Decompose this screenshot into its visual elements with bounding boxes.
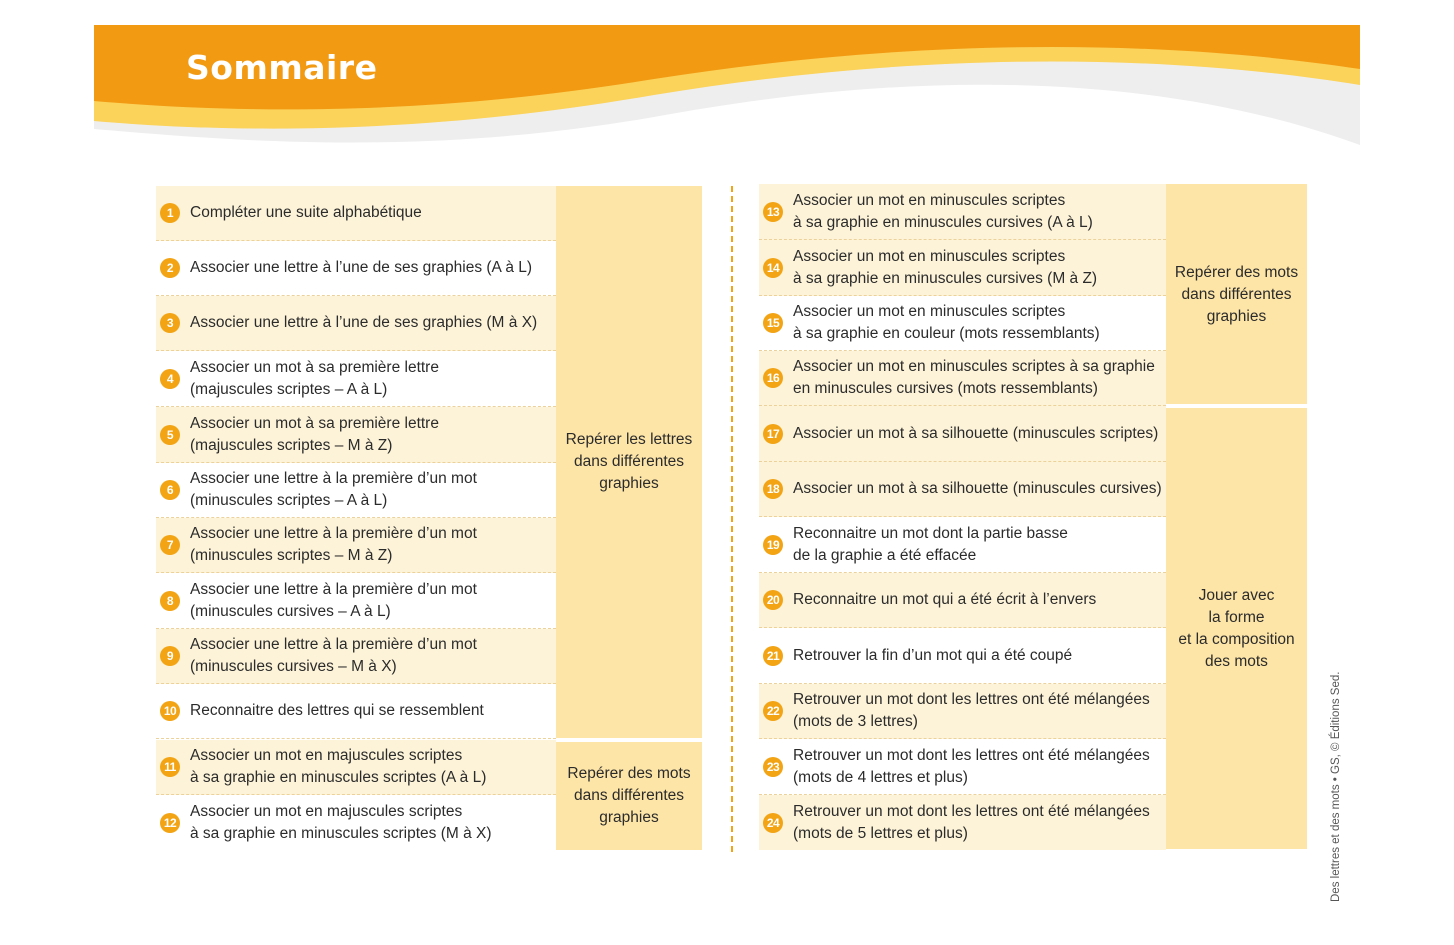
item-label: Associer une lettre à la première d’un mot (minuscules scriptes – A à L) <box>190 470 477 509</box>
item-number-badge: 9 <box>160 646 180 666</box>
item-label: Associer une lettre à la première d’un mot (minuscules cursives – M à X) <box>190 636 477 675</box>
item-number-badge: 23 <box>763 757 783 777</box>
item-label: Reconnaitre un mot qui a été écrit à l’envers <box>793 591 1097 608</box>
item-number-badge: 8 <box>160 591 180 611</box>
item-number-badge: 17 <box>763 424 783 444</box>
item-number-badge: 5 <box>160 425 180 445</box>
toc-item-11[interactable] <box>156 740 556 795</box>
item-number-badge: 1 <box>160 203 180 223</box>
toc-item-2[interactable] <box>156 241 556 296</box>
toc-item-21[interactable] <box>759 628 1166 684</box>
item-label: Associer un mot à sa première lettre (majuscules scriptes – M à Z) <box>190 414 439 454</box>
item-number-badge: 20 <box>763 590 783 610</box>
item-number-badge: 6 <box>160 480 180 500</box>
toc-item-3[interactable] <box>156 296 556 351</box>
toc-item-14[interactable] <box>759 240 1166 296</box>
item-number-badge: 13 <box>763 202 783 222</box>
category-words: Repérer des mots dans différentes graphies <box>556 742 702 850</box>
item-number-badge: 22 <box>763 701 783 721</box>
item-label: Associer un mot en majuscules scriptes à sa graphie en minuscules scriptes (M à X) <box>190 802 492 842</box>
item-label: Associer un mot en minuscules scriptes à sa graphie en minuscules cursives (A à L) <box>793 191 1093 231</box>
category-words-graphies: Repérer des mots dans différentes graphies <box>1166 184 1307 404</box>
item-number-badge: 19 <box>763 535 783 555</box>
category-letters: Repérer les lettres dans différentes graphies <box>556 186 702 738</box>
toc-item-24[interactable] <box>759 795 1166 850</box>
item-label: Associer une lettre à l’une de ses graphies (M à X) <box>190 314 538 331</box>
item-label: Compléter une suite alphabétique <box>190 204 422 221</box>
toc-item-16[interactable] <box>759 351 1166 406</box>
toc-item-18[interactable] <box>759 462 1166 517</box>
header-banner <box>94 25 1360 165</box>
toc-item-6[interactable] <box>156 463 556 518</box>
toc-item-12[interactable] <box>156 795 556 850</box>
toc-item-20[interactable] <box>759 573 1166 628</box>
item-number-badge: 11 <box>160 757 180 777</box>
toc-item-19[interactable] <box>759 517 1166 573</box>
item-label: Associer un mot en minuscules scriptes à sa graphie en couleur (mots ressemblants) <box>793 303 1100 342</box>
toc-item-15[interactable] <box>759 296 1166 351</box>
item-label: Associer un mot à sa première lettre (majuscules scriptes – A à L) <box>190 358 439 398</box>
toc-item-22[interactable] <box>759 684 1166 739</box>
item-label: Associer une lettre à l’une de ses graphies (A à L) <box>190 259 533 276</box>
toc-item-23[interactable] <box>759 739 1166 795</box>
item-number-badge: 15 <box>763 313 783 333</box>
item-number-badge: 4 <box>160 369 180 389</box>
copyright-credit: Des lettres et des mots • GS, © Éditions Sed. <box>1330 671 1342 902</box>
item-label: Retrouver un mot dont les lettres ont été mélangées (mots de 5 lettres et plus) <box>793 802 1150 842</box>
item-label: Associer un mot à sa silhouette (minuscules cursives) <box>793 480 1162 497</box>
item-label: Associer une lettre à la première d’un mot (minuscules cursives – A à L) <box>190 580 477 620</box>
toc-item-5[interactable] <box>156 407 556 463</box>
toc-item-4[interactable] <box>156 351 556 407</box>
item-label: Associer une lettre à la première d’un mot (minuscules scriptes – M à Z) <box>190 525 477 564</box>
item-number-badge: 21 <box>763 646 783 666</box>
column-divider <box>731 186 733 852</box>
item-label: Reconnaitre un mot dont la partie basse de la graphie a été effacée <box>793 524 1068 564</box>
item-number-badge: 7 <box>160 535 180 555</box>
item-number-badge: 3 <box>160 313 180 333</box>
item-label: Associer un mot en minuscules scriptes à sa graphie en minuscules cursives (M à Z) <box>793 247 1098 287</box>
page-title: Sommaire <box>186 48 378 87</box>
toc-item-7[interactable] <box>156 518 556 573</box>
item-number-badge: 18 <box>763 479 783 499</box>
item-label: Associer un mot en majuscules scriptes à sa graphie en minuscules scriptes (A à L) <box>190 747 487 786</box>
toc-item-9[interactable] <box>156 629 556 684</box>
item-number-badge: 2 <box>160 258 180 278</box>
toc-item-8[interactable] <box>156 573 556 629</box>
item-number-badge: 24 <box>763 813 783 833</box>
item-label: Associer un mot en minuscules scriptes à sa graphie en minuscules cursives (mots ressemblants) <box>793 358 1155 397</box>
item-number-badge: 10 <box>160 701 180 721</box>
item-label: Retrouver un mot dont les lettres ont été mélangées (mots de 4 lettres et plus) <box>793 746 1150 786</box>
toc-item-10[interactable] <box>156 684 556 739</box>
item-number-badge: 16 <box>763 368 783 388</box>
category-form-composition: Jouer avec la forme et la composition des mots <box>1166 408 1307 849</box>
wave-banner-graphic <box>94 25 1360 165</box>
item-label: Retrouver la fin d’un mot qui a été coupé <box>793 646 1073 664</box>
toc-item-13[interactable] <box>759 184 1166 240</box>
item-label: Retrouver un mot dont les lettres ont été mélangées (mots de 3 lettres) <box>793 691 1150 730</box>
toc-item-1[interactable] <box>156 186 556 241</box>
item-number-badge: 12 <box>160 813 180 833</box>
toc-item-17[interactable] <box>759 406 1166 462</box>
item-number-badge: 14 <box>763 258 783 278</box>
item-label: Reconnaitre des lettres qui se ressemblent <box>190 702 484 719</box>
item-label: Associer un mot à sa silhouette (minuscules scriptes) <box>793 424 1159 442</box>
